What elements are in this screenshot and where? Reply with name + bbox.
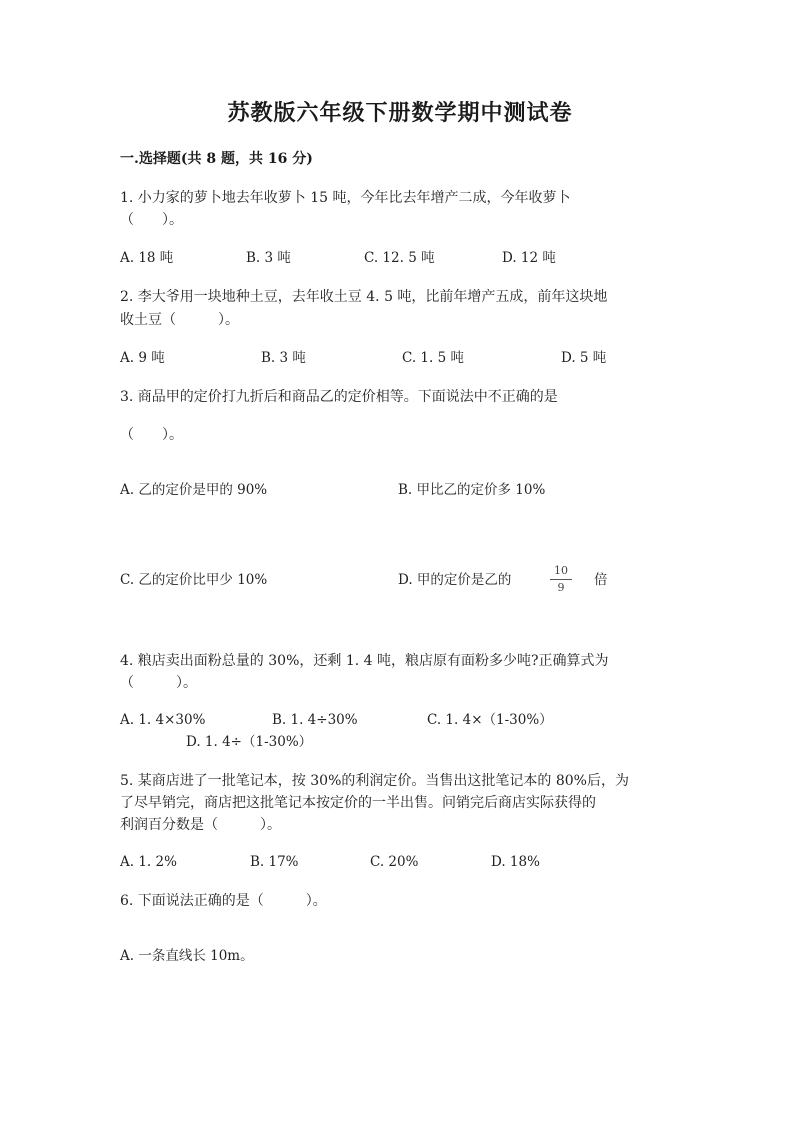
question-5-text-line-1: 5. 某商店进了一批笔记本，按 30%的利润定价。当售出这批笔记本的 80%后，为: [120, 773, 629, 789]
question-2-text-line-1: 2. 李大爷用一块地种土豆，去年收土豆 4. 5 吨，比前年增产五成，前年这块地: [120, 289, 608, 305]
question-4-text-line-1: 4. 粮店卖出面粉总量的 30%，还剩 1. 4 吨，粮店原有面粉多少吨?正确算式为: [120, 653, 609, 669]
question-2-option-d: D. 5 吨: [561, 350, 607, 366]
question-5-option-b: B. 17%: [250, 854, 299, 870]
question-1-text-line-2: （ ）。: [120, 212, 183, 228]
question-6-option-a: A. 一条直线长 10m。: [120, 948, 254, 964]
question-3-fraction: [550, 564, 572, 595]
question-3-option-c: C. 乙的定价比甲少 10%: [120, 572, 268, 588]
question-3-option-d-suffix: 倍: [594, 572, 608, 588]
question-1-text-line-1: 1. 小力家的萝卜地去年收萝卜 15 吨，今年比去年增产二成，今年收萝卜: [120, 190, 571, 206]
question-2-option-c: C. 1. 5 吨: [402, 350, 464, 366]
question-3-option-b: B. 甲比乙的定价多 10%: [398, 482, 546, 498]
question-1-option-d: D. 12 吨: [502, 250, 556, 266]
question-6-text-line-1: 6. 下面说法正确的是（ ）。: [120, 893, 327, 909]
question-2-text-line-2: 收土豆（ ）。: [120, 312, 239, 328]
fraction-numerator: 10: [554, 564, 568, 577]
question-4-option-b: B. 1. 4÷30%: [272, 712, 358, 728]
question-5-option-d: D. 18%: [491, 854, 540, 870]
question-5-text-line-2: 了尽早销完，商店把这批笔记本按定价的一半出售。问销完后商店实际获得的: [120, 795, 596, 811]
question-1-option-c: C. 12. 5 吨: [364, 250, 435, 266]
question-3-option-a: A. 乙的定价是甲的 90%: [120, 482, 268, 498]
question-4-text-line-2: （ ）。: [120, 675, 197, 691]
question-2-option-a: A. 9 吨: [120, 350, 165, 366]
question-3-text-line-1: 3. 商品甲的定价打九折后和商品乙的定价相等。下面说法中不正确的是: [120, 389, 558, 405]
question-5-option-c: C. 20%: [370, 854, 419, 870]
question-2-option-b: B. 3 吨: [261, 350, 306, 366]
question-5-option-a: A. 1. 2%: [120, 854, 177, 870]
question-3-text-line-2: （ ）。: [120, 427, 183, 443]
question-5-text-line-3: 利润百分数是（ ）。: [120, 817, 281, 833]
question-4-option-c: C. 1. 4×（1-30%）: [427, 712, 553, 728]
question-1-option-a: A. 18 吨: [120, 250, 174, 266]
fraction-denominator: 9: [557, 581, 565, 594]
question-4-option-d: D. 1. 4÷（1-30%）: [186, 734, 313, 750]
question-4-option-a: A. 1. 4×30%: [120, 712, 206, 728]
fraction-bar: [550, 579, 572, 580]
page-title: 苏教版六年级下册数学期中测试卷: [227, 100, 573, 126]
section-heading: 一.选择题(共 8 题，共 16 分): [120, 151, 313, 167]
question-1-option-b: B. 3 吨: [246, 250, 291, 266]
question-3-option-d: D. 甲的定价是乙的: [398, 572, 512, 588]
